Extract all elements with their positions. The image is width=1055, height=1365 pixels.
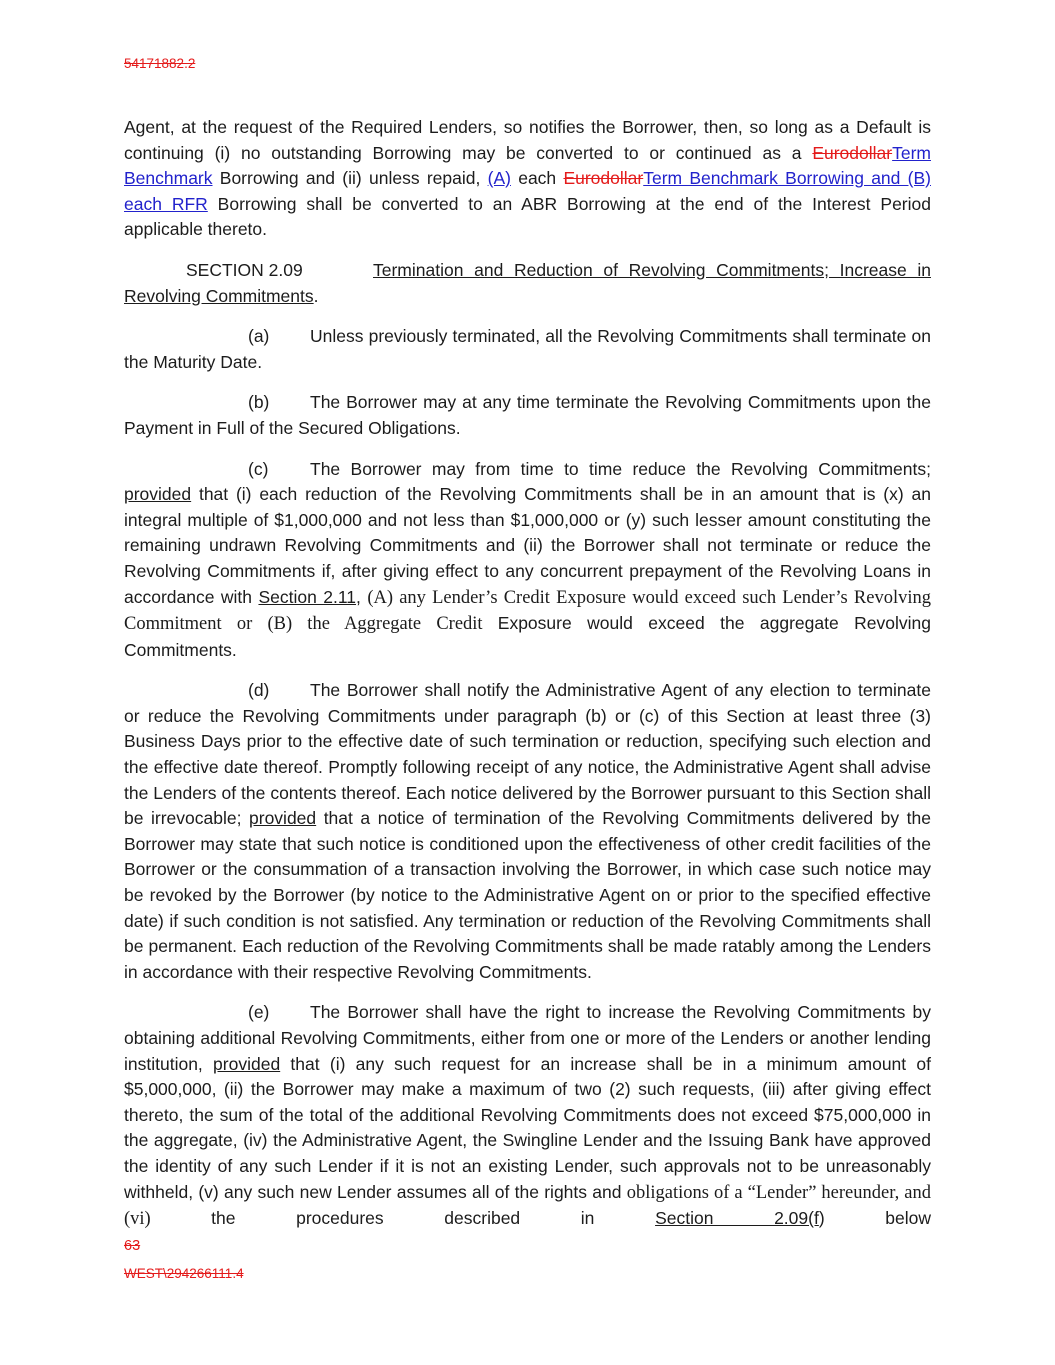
text-run: .: [313, 285, 319, 306]
text-run-u: Section 2.11: [258, 586, 357, 607]
document-control-number: 54171882.2: [124, 56, 196, 71]
text-run: The Borrower may from time to time reduce the Revolving Commitments;: [310, 458, 931, 479]
paragraph-label: (c): [248, 458, 269, 479]
text-run: ,: [356, 586, 368, 607]
text-run-ins: Term Benchmark Borrowing and (B) each RFR: [124, 168, 931, 214]
text-run-serif: (A) any Lender’s Credit Exposure would exceed such Lender’s Revolving Commitment or (B) the Aggregate Credit: [124, 587, 931, 635]
text-run-serif: obligations of a “Lender” hereunder, and (vi): [124, 1182, 931, 1230]
text-run: The Borrower shall have the right to increase the Revolving Commitments by obtaining additional Revolving Commitments, either from one or more of the Lenders or another lending institution,: [124, 1002, 931, 1074]
paragraph-label: (b): [248, 392, 270, 413]
text-run: Agent, at the request of the Required Lenders, so notifies the Borrower, then, so long as a Default is continuing (i) no outstanding Borrowing may be converted to or continued as a: [124, 117, 931, 163]
paragraph-label: (a): [248, 326, 270, 347]
document-body: [124, 115, 931, 1233]
text-run: that (i) any such request for an increase shall be in a minimum amount of $5,000,000, (ii) the Borrower may make a maximum of two (2) such requests, (iii) after giving effect thereto, the sum of the total of the additional Revolving Commitments does not exceed $75,000,000 in the aggregate, (iv) the Administrative Agent, the Swingline Lender and the Issuing Bank have approved the identity of any such Lender if it is not an existing Lender, such approvals not to be unreasonably withheld, (v) any such new Lender assumes all of the rights and: [124, 1053, 932, 1202]
text-run-del: Eurodollar: [563, 168, 644, 189]
text-run-u: Termination and Reduction of Revolving Commitments; Increase in Revolving Commitments: [124, 259, 931, 306]
text-run: Exposure would exceed the aggregate Revolving Commitments.: [124, 613, 932, 660]
text-run-ins: Term Benchmark: [124, 142, 931, 189]
text-run: Borrowing shall be converted to an ABR Borrowing at the end of the Interest Period applicable thereto.: [124, 193, 931, 240]
footer-document-id: WEST\294266111.4: [124, 1266, 244, 1281]
page-number: 63: [124, 1238, 141, 1254]
paragraph-a: [124, 324, 931, 375]
text-run: The Borrower may at any time terminate the Revolving Commitments upon the Payment in Full of the Secured Obligations.: [124, 392, 931, 438]
text-run: Borrowing and (ii) unless repaid,: [212, 168, 488, 189]
text-run: ) below: [818, 1208, 932, 1229]
paragraph-intro: [124, 115, 931, 243]
paragraph-d: [124, 678, 931, 985]
text-run-ins: (A): [487, 168, 511, 189]
text-run: that (i) each reduction of the Revolving Commitments shall be in an amount that is (x) an integral multiple of $1,000,000 and not less than $1,000,000 or (y) such lesser amount constituting the remaining undrawn Revolving Commitments and (ii) the Borrower shall not terminate or reduce the Revolving Commitments if, after giving effect to any concurrent prepayment of the Revolving Loans in accordance with: [124, 484, 931, 607]
text-run: The Borrower shall notify the Administrative Agent of any election to terminate or reduce the Revolving Commitments under paragraph (b) or (c) of this Section at least three (3) Business Days prior to the effective date of such termination or reduction, specifying such election and the effective date thereof. Promptly following receipt of any notice, the Administrative Agent shall advise the Lenders of the contents thereof. Each notice delivered by the Borrower pursuant to this Section shall be irrevocable;: [124, 680, 931, 829]
paragraph-label: SECTION 2.09: [186, 259, 303, 280]
paragraph-b: [124, 390, 931, 441]
text-run: Unless previously terminated, all the Revolving Commitments shall terminate on the Maturity Date.: [124, 326, 931, 372]
text-run-u: provided: [249, 808, 317, 829]
paragraph-label: (e): [248, 1002, 270, 1023]
text-run-u: Section 2.09(f: [655, 1208, 819, 1229]
section-heading-2-09: [124, 258, 931, 309]
text-run: the procedures described in: [211, 1208, 656, 1229]
text-run-u: provided: [213, 1053, 281, 1074]
text-run: that a notice of termination of the Revolving Commitments delivered by the Borrower may state that such notice is conditioned upon the effectiveness of other credit facilities of the Borrower or the consummation of a transaction involving the Borrower, in which case such notice may be revoked by the Borrower (by notice to the Administrative Agent on or prior to the specified effective date) if such condition is not satisfied. Any termination or reduction of the Revolving Commitments shall be permanent. Each reduction of the Revolving Commitments shall be made ratably among the Lenders in accordance with their respective Revolving Commitments.: [124, 808, 931, 982]
paragraph-e: [124, 1000, 931, 1232]
text-run: each: [510, 168, 564, 189]
paragraph-label: (d): [248, 680, 270, 701]
paragraph-c: [124, 457, 931, 664]
text-run-u: provided: [124, 484, 192, 505]
text-run-del: Eurodollar: [812, 142, 893, 163]
